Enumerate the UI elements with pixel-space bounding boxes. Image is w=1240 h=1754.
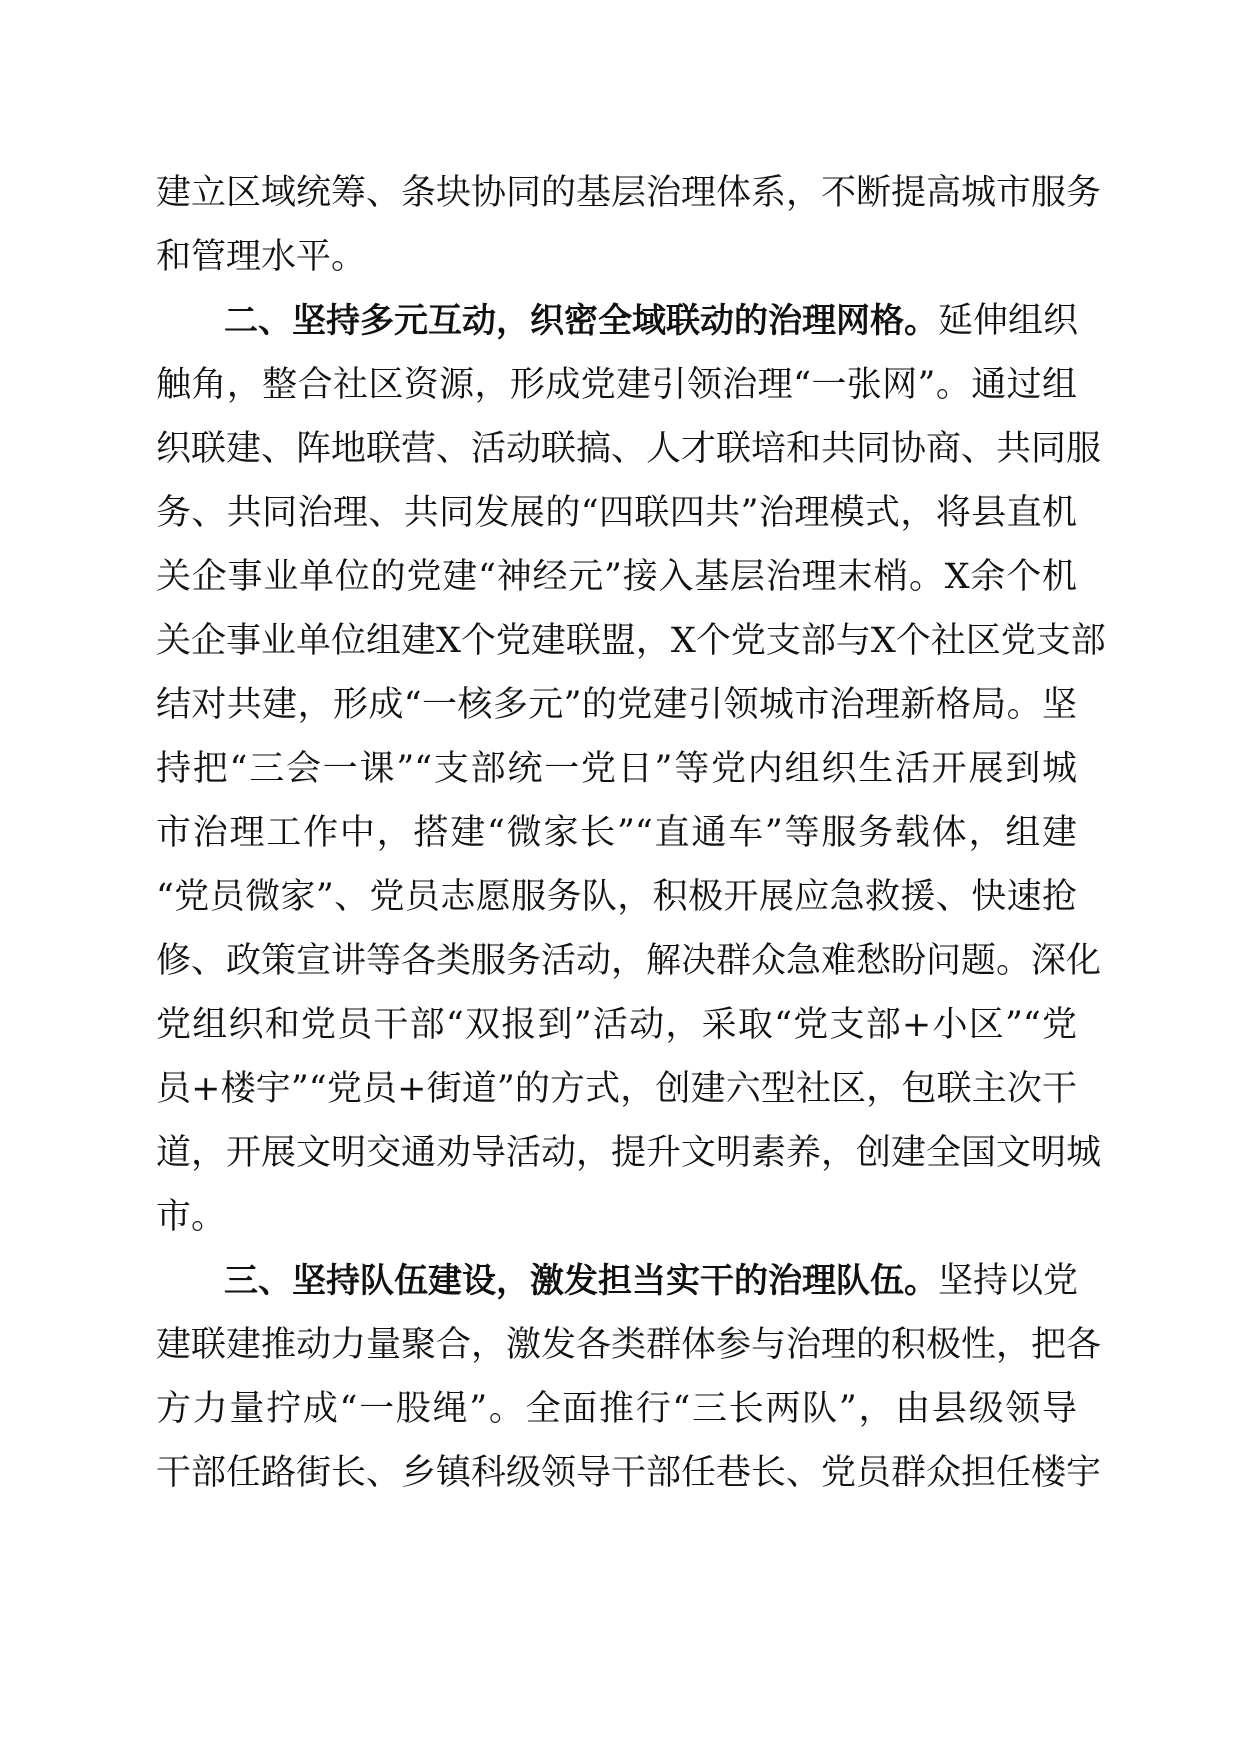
text-line: 和管理水平。 (156, 237, 367, 277)
text-line: 持把“三会一课”“支部统一党日”等党内组织生活开展到城 (156, 749, 1077, 789)
text-line: 结对共建，形成“一核多元”的党建引领城市治理新格局。坚 (156, 685, 1077, 725)
text-line: 关企事业单位组建X个党建联盟，X个党支部与X个社区党支部 (156, 621, 1106, 661)
section-3-line (224, 1251, 1077, 1323)
text-line: 员+楼宇”“党员+街道”的方式，创建六型社区，包联主次干 (156, 1069, 1077, 1109)
text-line: 织联建、阵地联营、活动联搞、人才联培和共同协商、共同服 (156, 429, 1102, 469)
section-2-line (224, 291, 1077, 363)
text-line: 党组织和党员干部“双报到”活动，采取“党支部+小区”“党 (156, 1005, 1077, 1045)
text-line: 方力量拧成“一股绳”。全面推行“三长两队”，由县级领导 (156, 1389, 1077, 1429)
text-line: 务、共同治理、共同发展的“四联四共”治理模式，将县直机 (156, 493, 1077, 533)
text-line: 市治理工作中，搭建“微家长”“直通车”等服务载体，组建 (156, 813, 1077, 853)
text-line: 道，开展文明交通劝导活动，提升文明素养，创建全国文明城 (156, 1133, 1102, 1173)
text-line: 修、政策宣讲等各类服务活动，解决群众急难愁盼问题。深化 (156, 941, 1102, 981)
text-line: 关企事业单位的党建“神经元”接入基层治理末梢。X余个机 (156, 557, 1077, 597)
text-line: 建立区域统筹、条块协同的基层治理体系，不断提高城市服务 (156, 173, 1102, 213)
text-line: “党员微家”、党员志愿服务队，积极开展应急救援、快速抢 (156, 877, 1077, 917)
text-line: 市。 (156, 1197, 227, 1237)
section-2-heading: 二、坚持多元互动，织密全域联动的治理网格。 (224, 301, 938, 341)
text-line: 建联建推动力量聚合，激发各类群体参与治理的积极性，把各 (156, 1325, 1102, 1365)
text-line: 触角，整合社区资源，形成党建引领治理“一张网”。通过组 (156, 365, 1077, 405)
section-3-heading: 三、坚持队伍建设，激发担当实干的治理队伍。 (224, 1261, 938, 1301)
text-line: 干部任路街长、乡镇科级领导干部任巷长、党员群众担任楼宇 (156, 1453, 1102, 1493)
section-3-lead-text: 坚持以党 (938, 1261, 1079, 1301)
section-2-lead-text: 延伸组织 (938, 301, 1079, 341)
